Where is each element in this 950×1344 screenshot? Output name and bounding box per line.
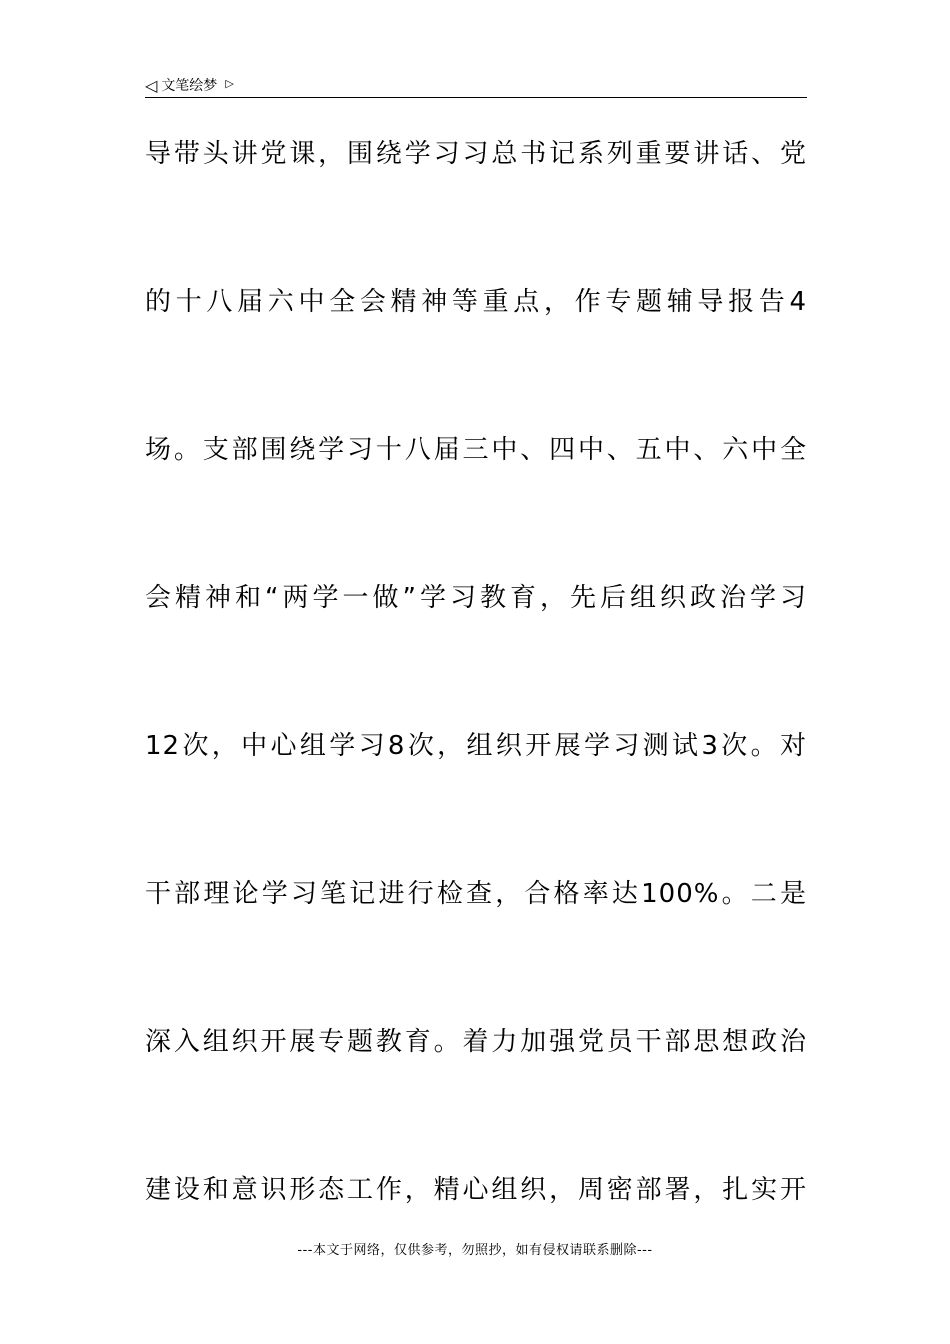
body-line: 导带头讲党课，围绕学习习总书记系列重要讲话、党 (145, 139, 807, 169)
header-divider (145, 97, 807, 98)
page-header (145, 74, 807, 98)
body-line: 的十八届六中全会精神等重点，作专题辅导报告4 (145, 287, 807, 317)
footer-notice: ---本文于网络，仅供参考，勿照抄，如有侵权请联系删除--- (297, 1243, 653, 1258)
triangle-right-icon: ▷ (225, 77, 234, 90)
header-title: 文笔绘梦 (161, 78, 218, 94)
body-line: 会精神和“两学一做”学习教育，先后组织政治学习 (145, 583, 807, 613)
body-line: 干部理论学习笔记进行检查，合格率达100%。二是 (145, 879, 807, 909)
body-line: 场。支部围绕学习十八届三中、四中、五中、六中全 (145, 435, 807, 465)
triangle-left-icon: ◁ (145, 76, 158, 95)
body-line: 建设和意识形态工作，精心组织，周密部署，扎实开 (145, 1175, 807, 1205)
body-line: 深入组织开展专题教育。着力加强党员干部思想政治 (145, 1027, 807, 1057)
body-line: 12次，中心组学习8次，组织开展学习测试3次。对 (145, 731, 807, 761)
